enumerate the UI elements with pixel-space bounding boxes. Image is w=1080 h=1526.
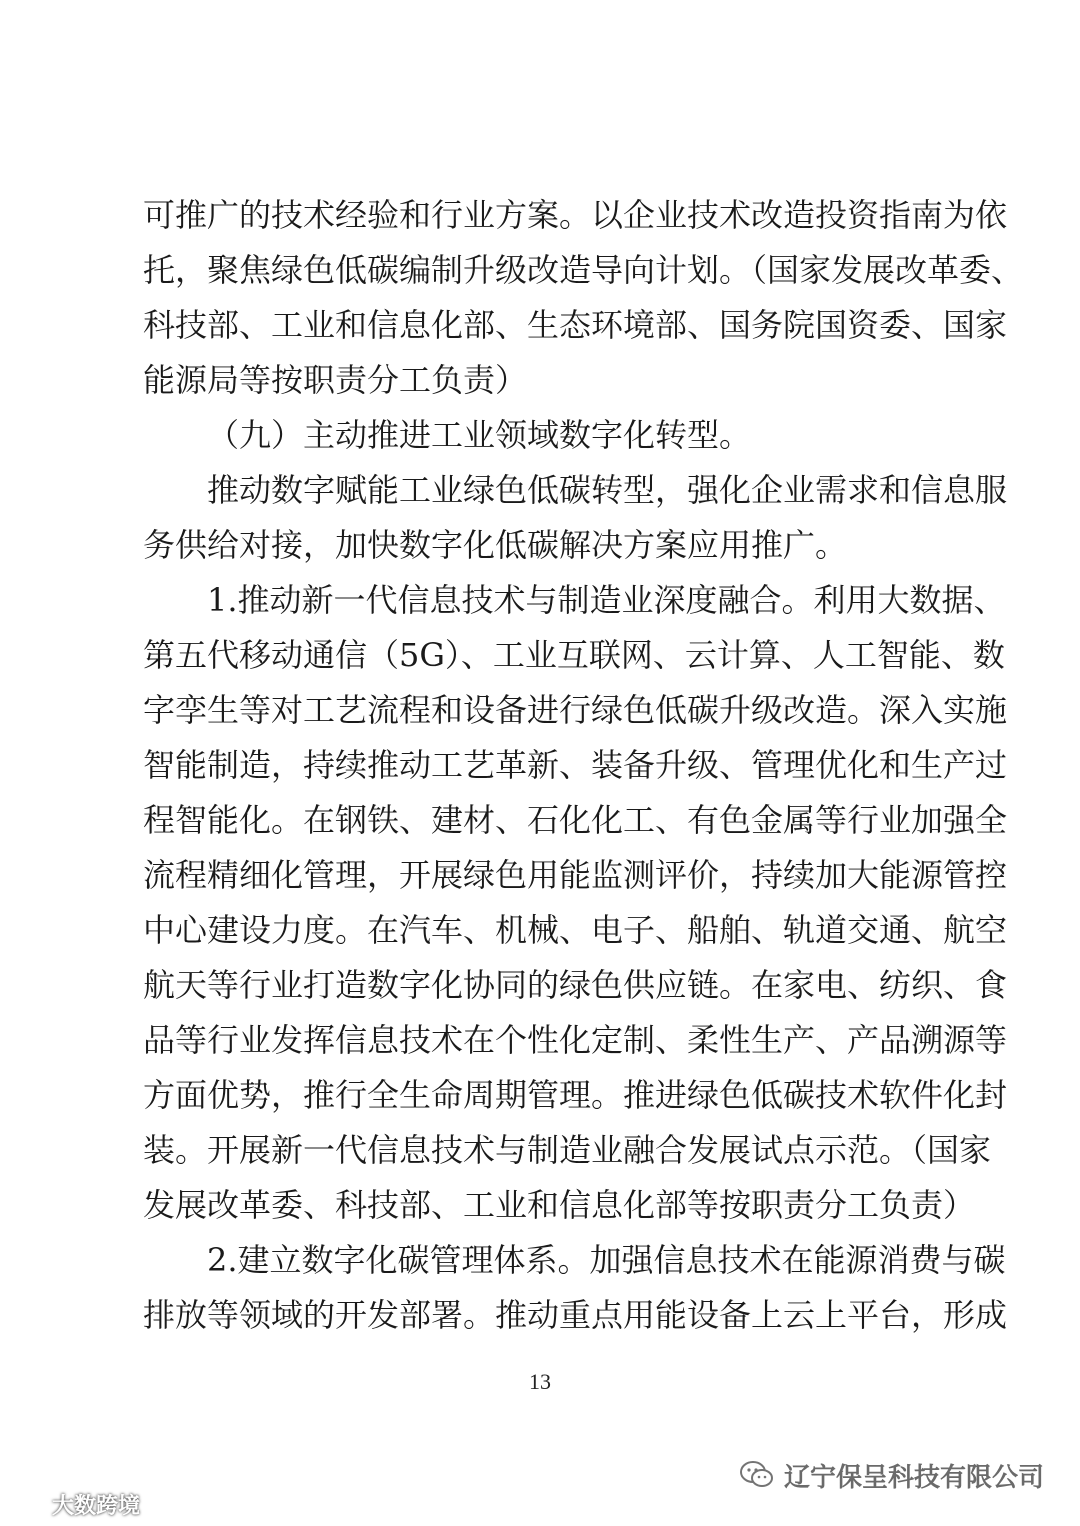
wechat-account-name: 辽宁保呈科技有限公司	[783, 1462, 1044, 1493]
text-line: 可推广的技术经验和行业方案。以企业技术改造投资指南为依	[143, 196, 1008, 234]
wechat-watermark	[740, 1455, 1044, 1495]
document-body	[143, 188, 1024, 1343]
text-line: 智能制造，持续推动工艺革新、装备升级、管理优化和生产过	[143, 746, 1008, 784]
page-number: 13	[529, 1369, 551, 1394]
text-line: 1.推动新一代信息技术与制造业深度融合。利用大数据、	[207, 581, 1006, 619]
text-line: 中心建设力度。在汽车、机械、电子、船舶、轨道交通、航空	[143, 911, 1008, 949]
text-line: 航天等行业打造数字化协同的绿色供应链。在家电、纺织、食	[143, 966, 1008, 1004]
text-line: 方面优势，推行全生命周期管理。推进绿色低碳技术软件化封	[143, 1076, 1008, 1114]
text-line: 科技部、工业和信息化部、生态环境部、国务院国资委、国家	[143, 306, 1008, 344]
text-line: 装。开展新一代信息技术与制造业融合发展试点示范。（国家	[143, 1131, 992, 1169]
text-line: 程智能化。在钢铁、建材、石化化工、有色金属等行业加强全	[143, 801, 1008, 839]
text-line: 品等行业发挥信息技术在个性化定制、柔性生产、产品溯源等	[143, 1021, 1008, 1059]
weibo-icon	[6, 1489, 46, 1519]
text-line: 2.建立数字化碳管理体系。加强信息技术在能源消费与碳	[207, 1241, 1006, 1279]
text-line: 流程精细化管理，开展绿色用能监测评价，持续加大能源管控	[143, 856, 1008, 894]
text-line: 第五代移动通信（5G）、工业互联网、云计算、人工智能、数	[143, 636, 1005, 674]
text-line: 排放等领域的开发部署。推动重点用能设备上云上平台，形成	[143, 1296, 1008, 1334]
text-line: 务供给对接，加快数字化低碳解决方案应用推广。	[143, 526, 848, 564]
text-line: 托，聚焦绿色低碳编制升级改造导向计划。（国家发展改革委、	[143, 251, 1024, 289]
weibo-watermark	[6, 1486, 140, 1522]
wechat-icon	[740, 1460, 774, 1490]
text-line: 能源局等按职责分工负责）	[143, 361, 528, 399]
text-line: 推动数字赋能工业绿色低碳转型，强化企业需求和信息服	[207, 471, 1008, 509]
text-line: 字孪生等对工艺流程和设备进行绿色低碳升级改造。深入实施	[143, 691, 1008, 729]
text-line: 发展改革委、科技部、工业和信息化部等按职责分工负责）	[143, 1186, 976, 1224]
weibo-account-name: 大数跨境	[52, 1493, 141, 1519]
section-heading: （九）主动推进工业领域数字化转型。	[207, 416, 752, 454]
